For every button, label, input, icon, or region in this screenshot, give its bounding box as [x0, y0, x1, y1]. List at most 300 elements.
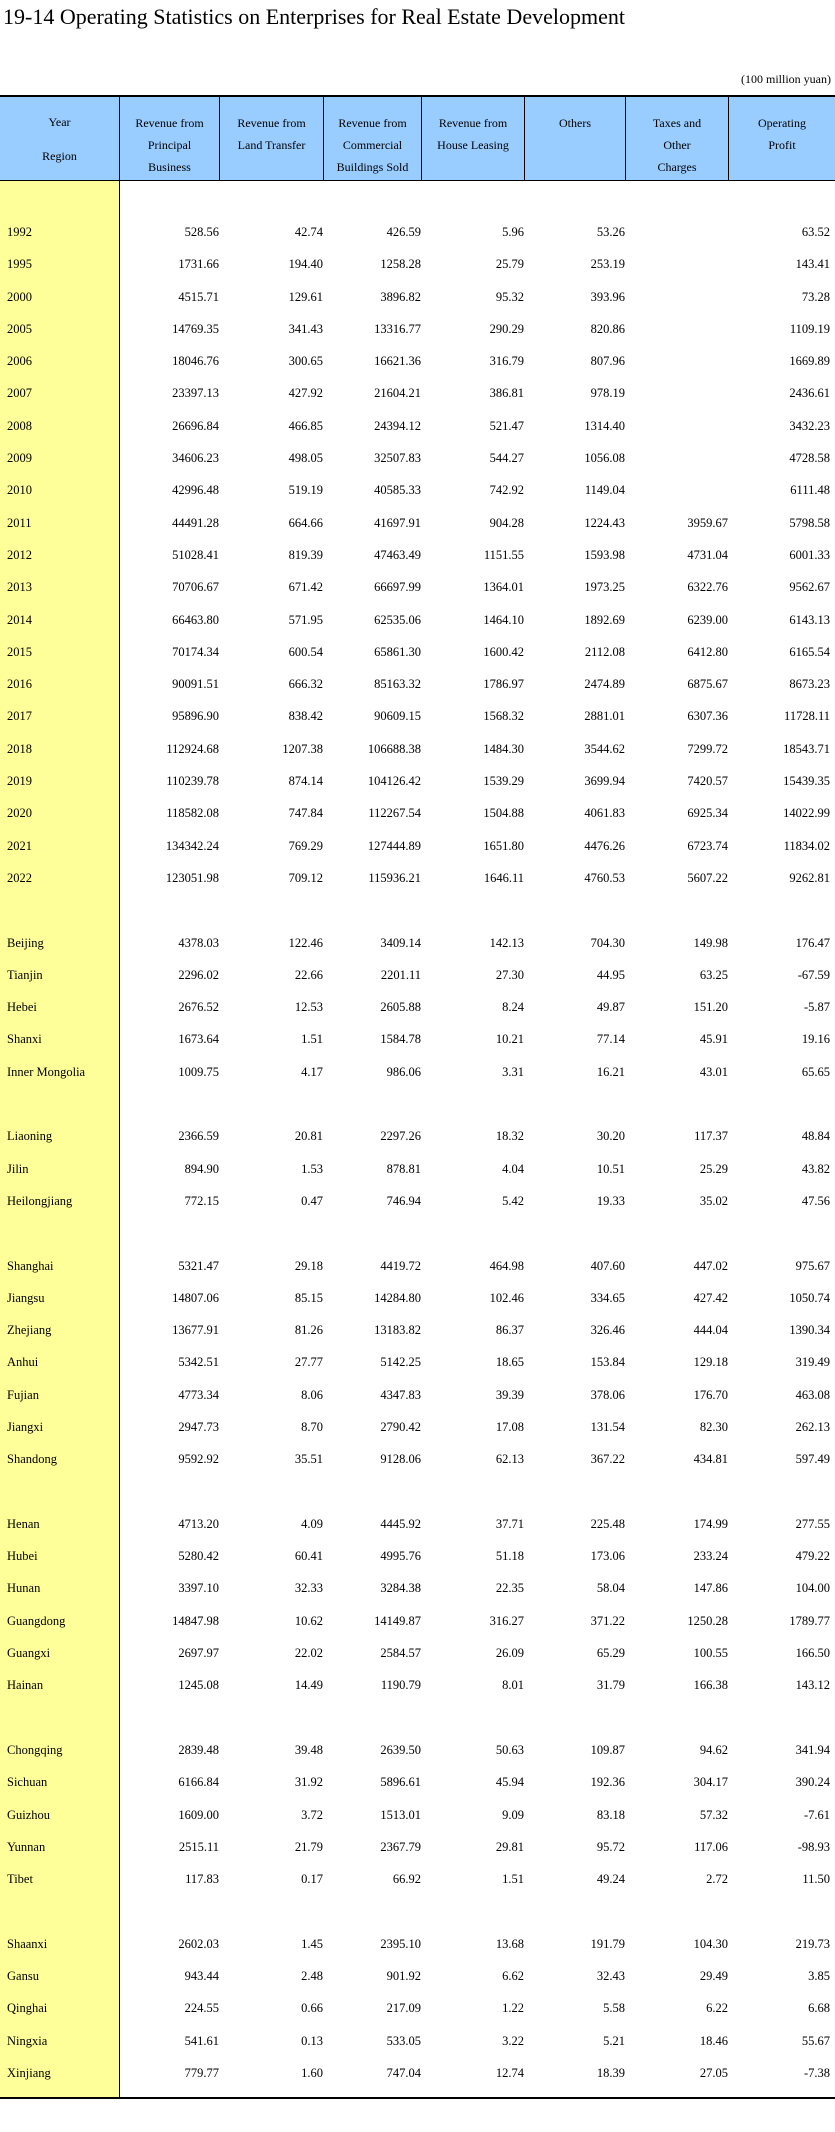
row-label: Fujian	[7, 1387, 39, 1402]
row-value: 62.13	[495, 1452, 524, 1467]
row-value: 86.37	[495, 1323, 524, 1338]
row-value: 102.46	[489, 1290, 524, 1305]
table-row	[0, 1540, 835, 1572]
row-value: 2.48	[301, 1969, 323, 1984]
row-value: 82.30	[699, 1419, 728, 1434]
row-label: Henan	[7, 1516, 40, 1531]
header-taxes: Taxes and Other Charges	[626, 97, 729, 180]
row-value: 2839.48	[178, 1742, 219, 1757]
row-value: 110239.78	[166, 774, 219, 789]
row-value: 521.47	[489, 418, 524, 433]
header-revenue-commercial: Revenue from Commercial Buildings Sold	[324, 97, 422, 180]
row-value: 5342.51	[178, 1355, 219, 1370]
row-value: 2697.97	[178, 1646, 219, 1661]
row-value: 5.96	[502, 225, 524, 239]
row-value: 1149.04	[584, 483, 625, 498]
row-value: 9.09	[502, 1807, 524, 1822]
row-value: 2584.57	[380, 1646, 421, 1661]
row-value: 1314.40	[584, 418, 625, 433]
row-value: 1.51	[502, 1872, 524, 1887]
row-value: 4419.72	[380, 1258, 421, 1273]
row-value: 2296.02	[178, 967, 219, 982]
table-row	[0, 1863, 835, 1895]
row-value: 224.55	[184, 2001, 219, 2016]
table-row	[0, 830, 835, 862]
row-value: 3.72	[301, 1807, 323, 1822]
row-value: 1484.30	[483, 741, 524, 756]
row-value: 4728.58	[789, 451, 830, 466]
row-value: 1646.11	[483, 870, 524, 885]
row-value: 18.46	[699, 2033, 728, 2048]
row-value: 2790.42	[380, 1419, 421, 1434]
row-value: 13183.82	[374, 1323, 421, 1338]
row-value: 18046.76	[172, 354, 219, 369]
row-value: 62535.06	[374, 612, 421, 627]
row-value: 5321.47	[178, 1258, 219, 1273]
row-value: 143.41	[795, 257, 830, 272]
row-value: 528.56	[184, 225, 219, 239]
row-value: 1504.88	[483, 806, 524, 821]
row-value: 63.25	[699, 967, 728, 982]
table-row	[0, 410, 835, 442]
row-value: 73.28	[801, 289, 830, 304]
row-value: 4.04	[502, 1161, 524, 1176]
row-value: 0.47	[301, 1193, 323, 1208]
row-value: 104.30	[693, 1936, 728, 1951]
row-value: 225.48	[590, 1516, 625, 1531]
row-value: 45.94	[495, 1775, 524, 1790]
row-value: 671.42	[288, 580, 323, 595]
row-label: 2009	[7, 451, 32, 466]
row-value: 14284.80	[374, 1290, 421, 1305]
row-value: 2201.11	[380, 967, 421, 982]
row-value: 9128.06	[380, 1452, 421, 1467]
row-value: 13316.77	[374, 321, 421, 336]
row-value: 2297.26	[380, 1129, 421, 1144]
table-row	[0, 1637, 835, 1669]
row-value: 58.04	[596, 1581, 625, 1596]
table-row	[0, 539, 835, 571]
group-spacer	[0, 1088, 835, 1120]
row-value: 4476.26	[584, 838, 625, 853]
table-row	[0, 571, 835, 603]
table-row	[0, 1766, 835, 1798]
row-value: 904.28	[489, 515, 524, 530]
row-label: 2020	[7, 806, 32, 821]
row-label: 2007	[7, 386, 32, 401]
row-value: 4378.03	[178, 935, 219, 950]
group-spacer	[0, 1702, 835, 1734]
row-value: 3.85	[808, 1969, 830, 1984]
row-label: Hebei	[7, 1000, 37, 1015]
row-value: 19.33	[596, 1193, 625, 1208]
table-row	[0, 636, 835, 668]
table-row	[0, 862, 835, 894]
row-value: 704.30	[590, 935, 625, 950]
row-value: 4.09	[301, 1516, 323, 1531]
row-value: 819.39	[288, 547, 323, 562]
row-label: 2012	[7, 547, 32, 562]
table-row	[0, 733, 835, 765]
row-value: 27.05	[699, 2065, 728, 2080]
row-value: 390.24	[795, 1775, 830, 1790]
row-value: 83.18	[596, 1807, 625, 1822]
row-value: 597.49	[795, 1452, 830, 1467]
row-value: 22.02	[294, 1646, 323, 1661]
row-value: 1464.10	[483, 612, 524, 627]
table-row	[0, 377, 835, 409]
row-value: 747.84	[288, 806, 323, 821]
row-value: 6.62	[502, 1969, 524, 1984]
row-value: 34606.23	[172, 451, 219, 466]
row-value: 1609.00	[178, 1807, 219, 1822]
row-value: 66.92	[392, 1872, 421, 1887]
row-value: 22.66	[294, 967, 323, 982]
row-value: 44491.28	[172, 515, 219, 530]
table-row	[0, 1508, 835, 1540]
row-value: 2947.73	[178, 1419, 219, 1434]
row-label: 2010	[7, 483, 32, 498]
table-row	[0, 1314, 835, 1346]
table-row	[0, 1282, 835, 1314]
table-row	[0, 1120, 835, 1152]
row-value: 2474.89	[584, 677, 625, 692]
row-value: 95.32	[495, 289, 524, 304]
table-row	[0, 1056, 835, 1088]
row-label: Shandong	[7, 1452, 57, 1467]
row-label: Ningxia	[7, 2033, 48, 2048]
row-value: 14847.98	[172, 1613, 219, 1628]
row-value: 18.39	[596, 2065, 625, 2080]
row-label: 2005	[7, 321, 32, 336]
row-value: 878.81	[386, 1161, 421, 1176]
row-label: Inner Mongolia	[7, 1064, 86, 1079]
row-value: 23397.13	[172, 386, 219, 401]
row-value: 2605.88	[380, 1000, 421, 1015]
row-value: 746.94	[386, 1193, 421, 1208]
row-value: 1973.25	[584, 580, 625, 595]
row-value: 544.27	[489, 451, 524, 466]
row-value: 2515.11	[178, 1839, 219, 1854]
header-revenue-principal: Revenue from Principal Business	[120, 97, 220, 180]
row-value: 894.90	[184, 1161, 219, 1176]
row-value: 90091.51	[172, 677, 219, 692]
row-value: 14149.87	[374, 1613, 421, 1628]
row-value: 1009.75	[178, 1064, 219, 1079]
row-value: 427.92	[288, 386, 323, 401]
group-spacer	[0, 1217, 835, 1249]
row-label: Tianjin	[7, 967, 43, 982]
row-value: 444.04	[693, 1323, 728, 1338]
row-value: 29.18	[294, 1258, 323, 1273]
row-value: 95896.90	[172, 709, 219, 724]
table-header	[0, 97, 835, 181]
row-value: 3959.67	[687, 515, 728, 530]
row-value: 393.96	[590, 289, 625, 304]
row-label: Heilongjiang	[7, 1193, 73, 1208]
table-row	[0, 1992, 835, 2024]
row-value: 2395.10	[380, 1936, 421, 1951]
table-row	[0, 1153, 835, 1185]
row-value: 8.70	[301, 1419, 323, 1434]
row-value: 2602.03	[178, 1936, 219, 1951]
row-value: 194.40	[288, 257, 323, 272]
row-value: 2639.50	[380, 1742, 421, 1757]
table-row	[0, 1799, 835, 1831]
row-value: 7299.72	[687, 741, 728, 756]
row-value: -98.93	[797, 1839, 830, 1854]
row-value: 3409.14	[380, 935, 421, 950]
row-label: Gansu	[7, 1969, 39, 1984]
row-value: 106688.38	[367, 741, 421, 756]
row-value: 7420.57	[687, 774, 728, 789]
row-value: 4713.20	[178, 1516, 219, 1531]
row-value: 326.46	[590, 1323, 625, 1338]
row-value: 943.44	[184, 1969, 219, 1984]
row-value: 94.62	[699, 1742, 728, 1757]
row-label: Shaanxi	[7, 1936, 48, 1951]
row-value: 5896.61	[380, 1775, 421, 1790]
row-value: 6875.67	[687, 677, 728, 692]
row-value: 51028.41	[172, 547, 219, 562]
header-operating-profit: Operating Profit	[729, 97, 835, 180]
row-value: 0.13	[301, 2033, 323, 2048]
row-value: 65.29	[596, 1646, 625, 1661]
row-value: 30.20	[596, 1129, 625, 1144]
row-value: 386.81	[489, 386, 524, 401]
row-value: 70706.67	[172, 580, 219, 595]
row-value: 2.72	[706, 1872, 728, 1887]
row-value: 8.24	[502, 1000, 524, 1015]
row-value: 779.77	[184, 2065, 219, 2080]
row-value: 6111.48	[790, 483, 830, 498]
row-value: 85.15	[294, 1290, 323, 1305]
row-value: 1151.55	[483, 547, 524, 562]
table-row	[0, 797, 835, 829]
row-value: 334.65	[590, 1290, 625, 1305]
header-region: Region	[42, 148, 77, 163]
row-value: 1789.77	[789, 1613, 830, 1628]
row-value: 11728.11	[784, 709, 830, 724]
row-value: 1190.79	[380, 1678, 421, 1693]
row-value: 3896.82	[380, 289, 421, 304]
table-row	[0, 1443, 835, 1475]
row-value: 21.79	[294, 1839, 323, 1854]
group-spacer	[0, 894, 835, 926]
row-value: 1584.78	[380, 1032, 421, 1047]
row-value: 20.81	[294, 1129, 323, 1144]
row-value: 3432.23	[789, 418, 830, 433]
row-value: 4760.53	[584, 870, 625, 885]
row-value: 70174.34	[172, 644, 219, 659]
row-label: Jiangsu	[7, 1290, 45, 1305]
row-value: 42996.48	[172, 483, 219, 498]
row-value: 63.52	[801, 225, 830, 239]
row-value: 479.22	[795, 1549, 830, 1564]
row-value: 1731.66	[178, 257, 219, 272]
row-value: 47.56	[801, 1193, 830, 1208]
row-value: 6143.13	[789, 612, 830, 627]
row-value: 90609.15	[374, 709, 421, 724]
table-row	[0, 345, 835, 377]
row-value: 49.24	[596, 1872, 625, 1887]
statistics-table	[0, 95, 835, 2099]
row-value: 134342.24	[165, 838, 219, 853]
table-row	[0, 700, 835, 732]
row-value: 1224.43	[584, 515, 625, 530]
row-label: Sichuan	[7, 1775, 48, 1790]
row-value: 262.13	[795, 1419, 830, 1434]
row-value: 16621.36	[374, 354, 421, 369]
row-value: 407.60	[590, 1258, 625, 1273]
row-label: Guangxi	[7, 1646, 51, 1661]
row-value: -5.87	[803, 1000, 830, 1015]
row-value: 807.96	[590, 354, 625, 369]
row-value: -7.61	[803, 1807, 830, 1822]
row-value: 5607.22	[687, 870, 728, 885]
row-value: 319.49	[795, 1355, 830, 1370]
row-label: Beijing	[7, 935, 44, 950]
row-value: 378.06	[590, 1387, 625, 1402]
row-value: 15439.35	[783, 774, 830, 789]
row-value: 371.22	[590, 1613, 625, 1628]
row-label: Anhui	[7, 1355, 39, 1370]
row-label: Liaoning	[7, 1129, 53, 1144]
table-row	[0, 959, 835, 991]
row-value: 3284.38	[380, 1581, 421, 1596]
row-value: 47463.49	[374, 547, 421, 562]
table-row	[0, 281, 835, 313]
row-value: 219.73	[795, 1936, 830, 1951]
row-value: 123051.98	[165, 870, 219, 885]
row-value: 5.58	[603, 2001, 625, 2016]
row-value: 6001.33	[789, 547, 830, 562]
row-value: 4731.04	[687, 547, 728, 562]
row-value: 1245.08	[178, 1678, 219, 1693]
row-label: Guizhou	[7, 1807, 51, 1822]
row-value: 9562.67	[789, 580, 830, 595]
row-value: 16.21	[596, 1064, 625, 1079]
row-value: 434.81	[693, 1452, 728, 1467]
row-value: 115936.21	[368, 870, 421, 885]
row-value: 341.94	[795, 1742, 830, 1757]
row-value: 149.98	[693, 935, 728, 950]
row-value: 4445.92	[380, 1516, 421, 1531]
row-value: 519.19	[288, 483, 323, 498]
row-value: 747.04	[386, 2065, 421, 2080]
row-value: 176.70	[693, 1387, 728, 1402]
row-value: 37.71	[495, 1516, 524, 1531]
row-value: 6165.54	[789, 644, 830, 659]
row-value: 24394.12	[374, 418, 421, 433]
row-label: Hubei	[7, 1549, 38, 1564]
row-label: 2000	[7, 289, 32, 304]
table-row	[0, 216, 835, 248]
row-value: 1.60	[301, 2065, 323, 2080]
row-value: 18.65	[495, 1355, 524, 1370]
row-value: 2881.01	[584, 709, 625, 724]
row-value: 18.32	[495, 1129, 524, 1144]
row-value: 55.67	[801, 2033, 830, 2048]
row-value: 986.06	[386, 1064, 421, 1079]
row-value: 12.53	[294, 1000, 323, 1015]
row-value: 117.83	[185, 1872, 219, 1887]
row-value: 10.62	[294, 1613, 323, 1628]
row-value: 81.26	[294, 1323, 323, 1338]
row-value: 31.92	[294, 1775, 323, 1790]
row-value: 129.61	[288, 289, 323, 304]
row-value: 13677.91	[172, 1323, 219, 1338]
row-label: 2011	[7, 515, 32, 530]
table-row	[0, 1411, 835, 1443]
row-value: 304.17	[693, 1775, 728, 1790]
row-value: 5142.25	[380, 1355, 421, 1370]
table-row	[0, 1250, 835, 1282]
row-label: Shanxi	[7, 1032, 42, 1047]
row-value: 14.49	[294, 1678, 323, 1693]
row-value: 14022.99	[783, 806, 830, 821]
unit-label: (100 million yuan)	[741, 72, 831, 86]
row-value: 3.22	[502, 2033, 524, 2048]
row-value: 27.30	[495, 967, 524, 982]
row-value: 25.29	[699, 1161, 728, 1176]
table-row	[0, 1346, 835, 1378]
row-value: 6.68	[808, 2001, 830, 2016]
row-value: 6307.36	[687, 709, 728, 724]
table-row	[0, 1023, 835, 1055]
row-value: 709.12	[288, 870, 323, 885]
row-label: 2019	[7, 774, 32, 789]
row-label: 2021	[7, 838, 32, 853]
table-row	[0, 1572, 835, 1604]
row-label: 2014	[7, 612, 32, 627]
row-value: 978.19	[590, 386, 625, 401]
row-value: 151.20	[693, 1000, 728, 1015]
table-row	[0, 1669, 835, 1701]
row-label: 2006	[7, 354, 32, 369]
table-row	[0, 1734, 835, 1766]
table-row	[0, 1960, 835, 1992]
row-value: 104126.42	[367, 774, 421, 789]
row-label: Xinjiang	[7, 2065, 51, 2080]
row-value: 341.43	[288, 321, 323, 336]
row-value: 35.02	[699, 1193, 728, 1208]
row-value: 820.86	[590, 321, 625, 336]
table-row	[0, 604, 835, 636]
row-value: 57.32	[699, 1807, 728, 1822]
row-value: 769.29	[288, 838, 323, 853]
row-value: 3.31	[502, 1064, 524, 1079]
row-value: 45.91	[699, 1032, 728, 1047]
row-value: 1.45	[301, 1936, 323, 1951]
row-label: 2016	[7, 677, 32, 692]
row-label: Yunnan	[7, 1839, 46, 1854]
header-year-region	[0, 97, 120, 180]
table-row	[0, 1605, 835, 1637]
row-value: 191.79	[590, 1936, 625, 1951]
row-value: 277.55	[795, 1516, 830, 1531]
row-value: 2366.59	[178, 1129, 219, 1144]
row-value: 19.16	[801, 1032, 830, 1047]
row-value: 4515.71	[178, 289, 219, 304]
row-value: 11834.02	[783, 838, 830, 853]
row-value: 1250.28	[687, 1613, 728, 1628]
row-value: 838.42	[288, 709, 323, 724]
row-value: 8.06	[301, 1387, 323, 1402]
row-value: 3544.62	[584, 741, 625, 756]
row-value: 1568.32	[483, 709, 524, 724]
row-value: 6925.34	[687, 806, 728, 821]
